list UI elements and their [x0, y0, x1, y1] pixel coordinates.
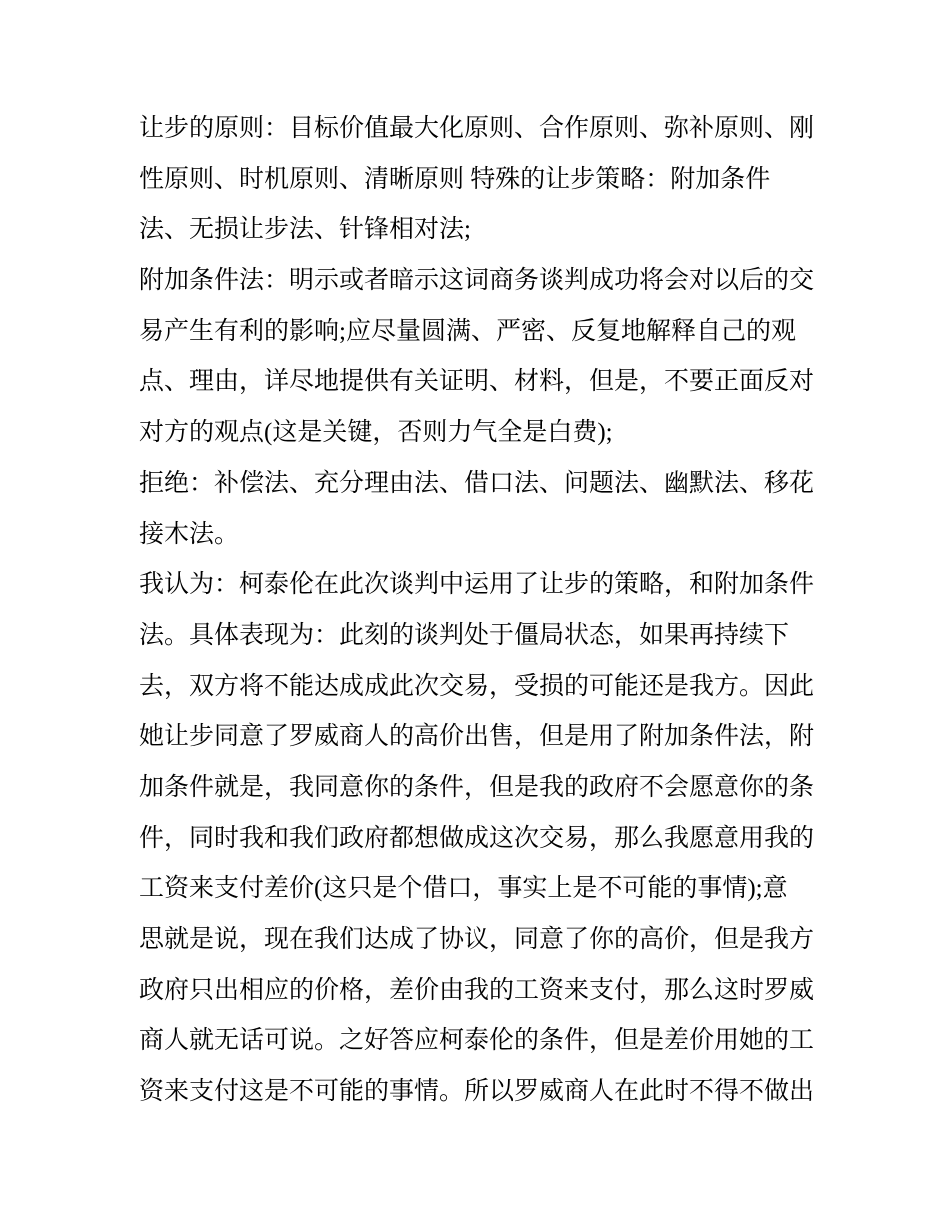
text-line: 我认为：柯泰伦在此次谈判中运用了让步的策略，和附加条件	[139, 571, 815, 599]
text-line: 法、无损让步法、针锋相对法;	[139, 216, 471, 244]
text-line: 思就是说，现在我们达成了协议，同意了你的高价，但是我方	[139, 926, 815, 953]
paragraph	[139, 256, 829, 459]
text-line: 她让步同意了罗威商人的高价出售，但是用了附加条件法，附	[139, 723, 815, 751]
text-line: 资来支付这是不可能的事情。所以罗威商人在此时不得不做出	[139, 1078, 815, 1106]
text-line: 对方的观点(这是关键，否则力气全是白费);	[139, 419, 613, 447]
text-line: 加条件就是，我同意你的条件，但是我的政府不会愿意你的条	[139, 773, 815, 801]
text-line: 政府只出相应的价格，差价由我的工资来支付，那么这时罗威	[139, 976, 815, 1004]
text-line: 工资来支付差价(这只是个借口，事实上是不可能的事情);意	[139, 875, 788, 903]
text-line: 拒绝：补偿法、充分理由法、借口法、问题法、幽默法、移花	[139, 469, 815, 497]
document-body	[139, 104, 829, 1118]
text-line: 件，同时我和我们政府都想做成这次交易，那么我愿意用我的	[139, 824, 815, 852]
text-line: 接木法。	[139, 520, 240, 548]
text-line: 让步的原则：目标价值最大化原则、合作原则、弥补原则、刚	[139, 115, 815, 142]
paragraph	[139, 560, 829, 1118]
text-line: 易产生有利的影响;应尽量圆满、严密、反复地解释自己的观	[139, 317, 796, 345]
paragraph	[139, 104, 829, 256]
text-line: 去，双方将不能达成成此次交易，受损的可能还是我方。因此	[139, 672, 815, 700]
text-line: 附加条件法：明示或者暗示这词商务谈判成功将会对以后的交	[139, 267, 815, 295]
paragraph	[139, 459, 829, 560]
text-line: 商人就无话可说。之好答应柯泰伦的条件，但是差价用她的工	[139, 1027, 815, 1055]
text-line: 法。具体表现为：此刻的谈判处于僵局状态，如果再持续下	[139, 621, 790, 649]
text-line: 点、理由，详尽地提供有关证明、材料，但是，不要正面反对	[139, 368, 815, 396]
text-line: 性原则、时机原则、清晰原则 特殊的让步策略：附加条件	[139, 165, 771, 193]
